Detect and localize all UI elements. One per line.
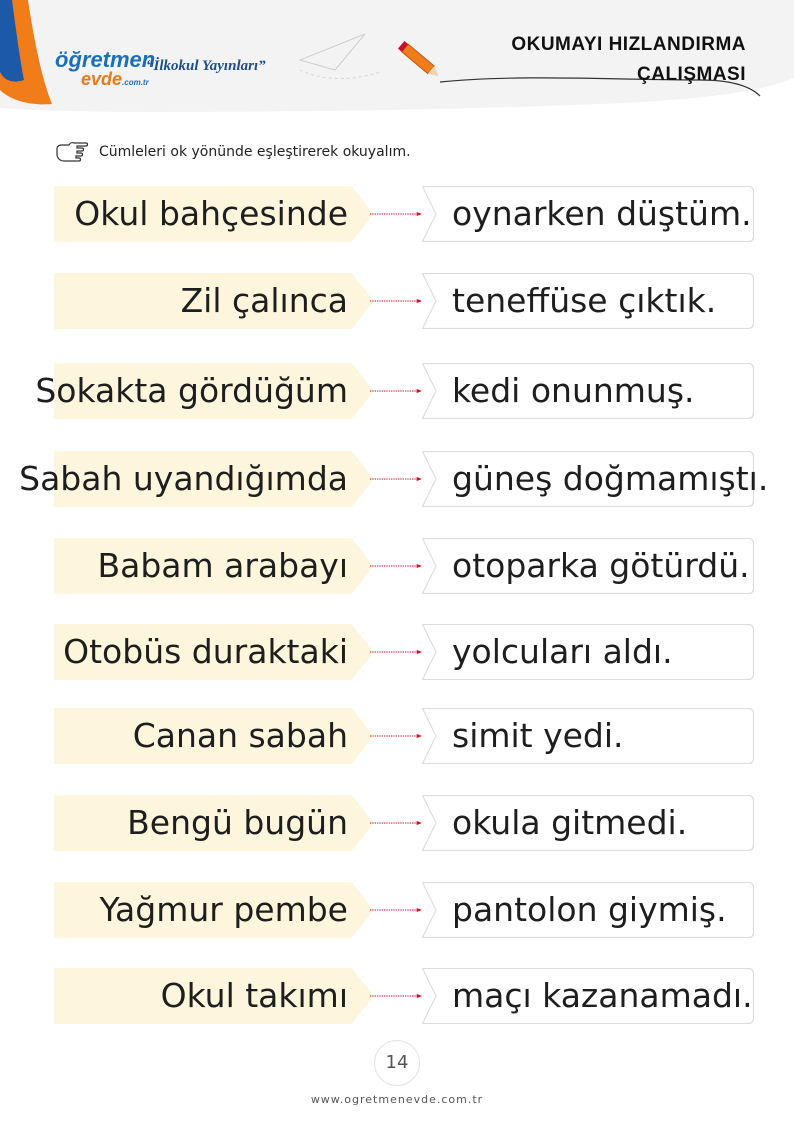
arrow-icon bbox=[357, 908, 435, 912]
right-phrase: teneffüse çıktık. bbox=[452, 281, 717, 320]
pair-row bbox=[54, 708, 754, 764]
left-phrase: Sabah uyandığımda bbox=[19, 459, 348, 498]
title-line-1: OKUMAYI HIZLANDIRMA bbox=[511, 34, 746, 55]
arrow-icon bbox=[357, 389, 435, 393]
left-phrase: Sokakta gördüğüm bbox=[35, 371, 348, 410]
arrow-icon bbox=[357, 821, 435, 825]
right-phrase: oynarken düştüm. bbox=[452, 194, 752, 233]
footer-website: www.ogretmenevde.com.tr bbox=[310, 1093, 484, 1106]
arrow-icon bbox=[357, 299, 435, 303]
right-phrase: maçı kazanamadı. bbox=[452, 976, 753, 1015]
arrow-icon bbox=[357, 650, 435, 654]
pair-row bbox=[19, 451, 769, 507]
arrow-icon bbox=[357, 994, 435, 998]
right-phrase: kedi onunmuş. bbox=[452, 371, 695, 410]
title-line-2: ÇALIŞMASI bbox=[637, 64, 746, 85]
right-phrase: yolcuları aldı. bbox=[452, 632, 673, 671]
pair-row bbox=[54, 795, 754, 851]
left-phrase: Okul takımı bbox=[160, 976, 348, 1015]
pair-row bbox=[54, 538, 754, 594]
left-phrase: Canan sabah bbox=[132, 716, 348, 755]
left-phrase: Zil çalınca bbox=[180, 281, 348, 320]
arrow-icon bbox=[357, 564, 435, 568]
page-number: 14 bbox=[374, 1040, 420, 1086]
right-phrase: okula gitmedi. bbox=[452, 803, 688, 842]
left-phrase: Otobüs duraktaki bbox=[63, 632, 348, 671]
pair-row bbox=[54, 624, 754, 680]
arrow-icon bbox=[357, 477, 435, 481]
pair-row bbox=[35, 363, 754, 419]
left-phrase: Babam arabayı bbox=[97, 546, 348, 585]
pair-row bbox=[54, 882, 754, 938]
right-phrase: pantolon giymiş. bbox=[452, 890, 727, 929]
left-phrase: Yağmur pembe bbox=[99, 890, 348, 929]
pair-row bbox=[54, 968, 754, 1024]
logo-sub-word: evde bbox=[81, 69, 123, 89]
instruction-text: Cümleleri ok yönünde eşleştirerek okuyalım. bbox=[99, 144, 411, 160]
right-phrase: simit yedi. bbox=[452, 716, 624, 755]
pair-row bbox=[54, 273, 754, 329]
right-phrase: güneş doğmamıştı. bbox=[452, 459, 769, 498]
logo-domain: .com.tr bbox=[122, 78, 149, 87]
publisher-name: “İlkokul Yayınları” bbox=[146, 58, 266, 74]
left-phrase: Bengü bugün bbox=[127, 803, 348, 842]
arrow-icon bbox=[357, 212, 435, 216]
pair-row bbox=[54, 186, 754, 242]
right-phrase: otoparka götürdü. bbox=[452, 546, 750, 585]
arrow-icon bbox=[357, 734, 435, 738]
left-phrase: Okul bahçesinde bbox=[74, 194, 348, 233]
logo-main-text: öğretmen bbox=[55, 47, 156, 72]
